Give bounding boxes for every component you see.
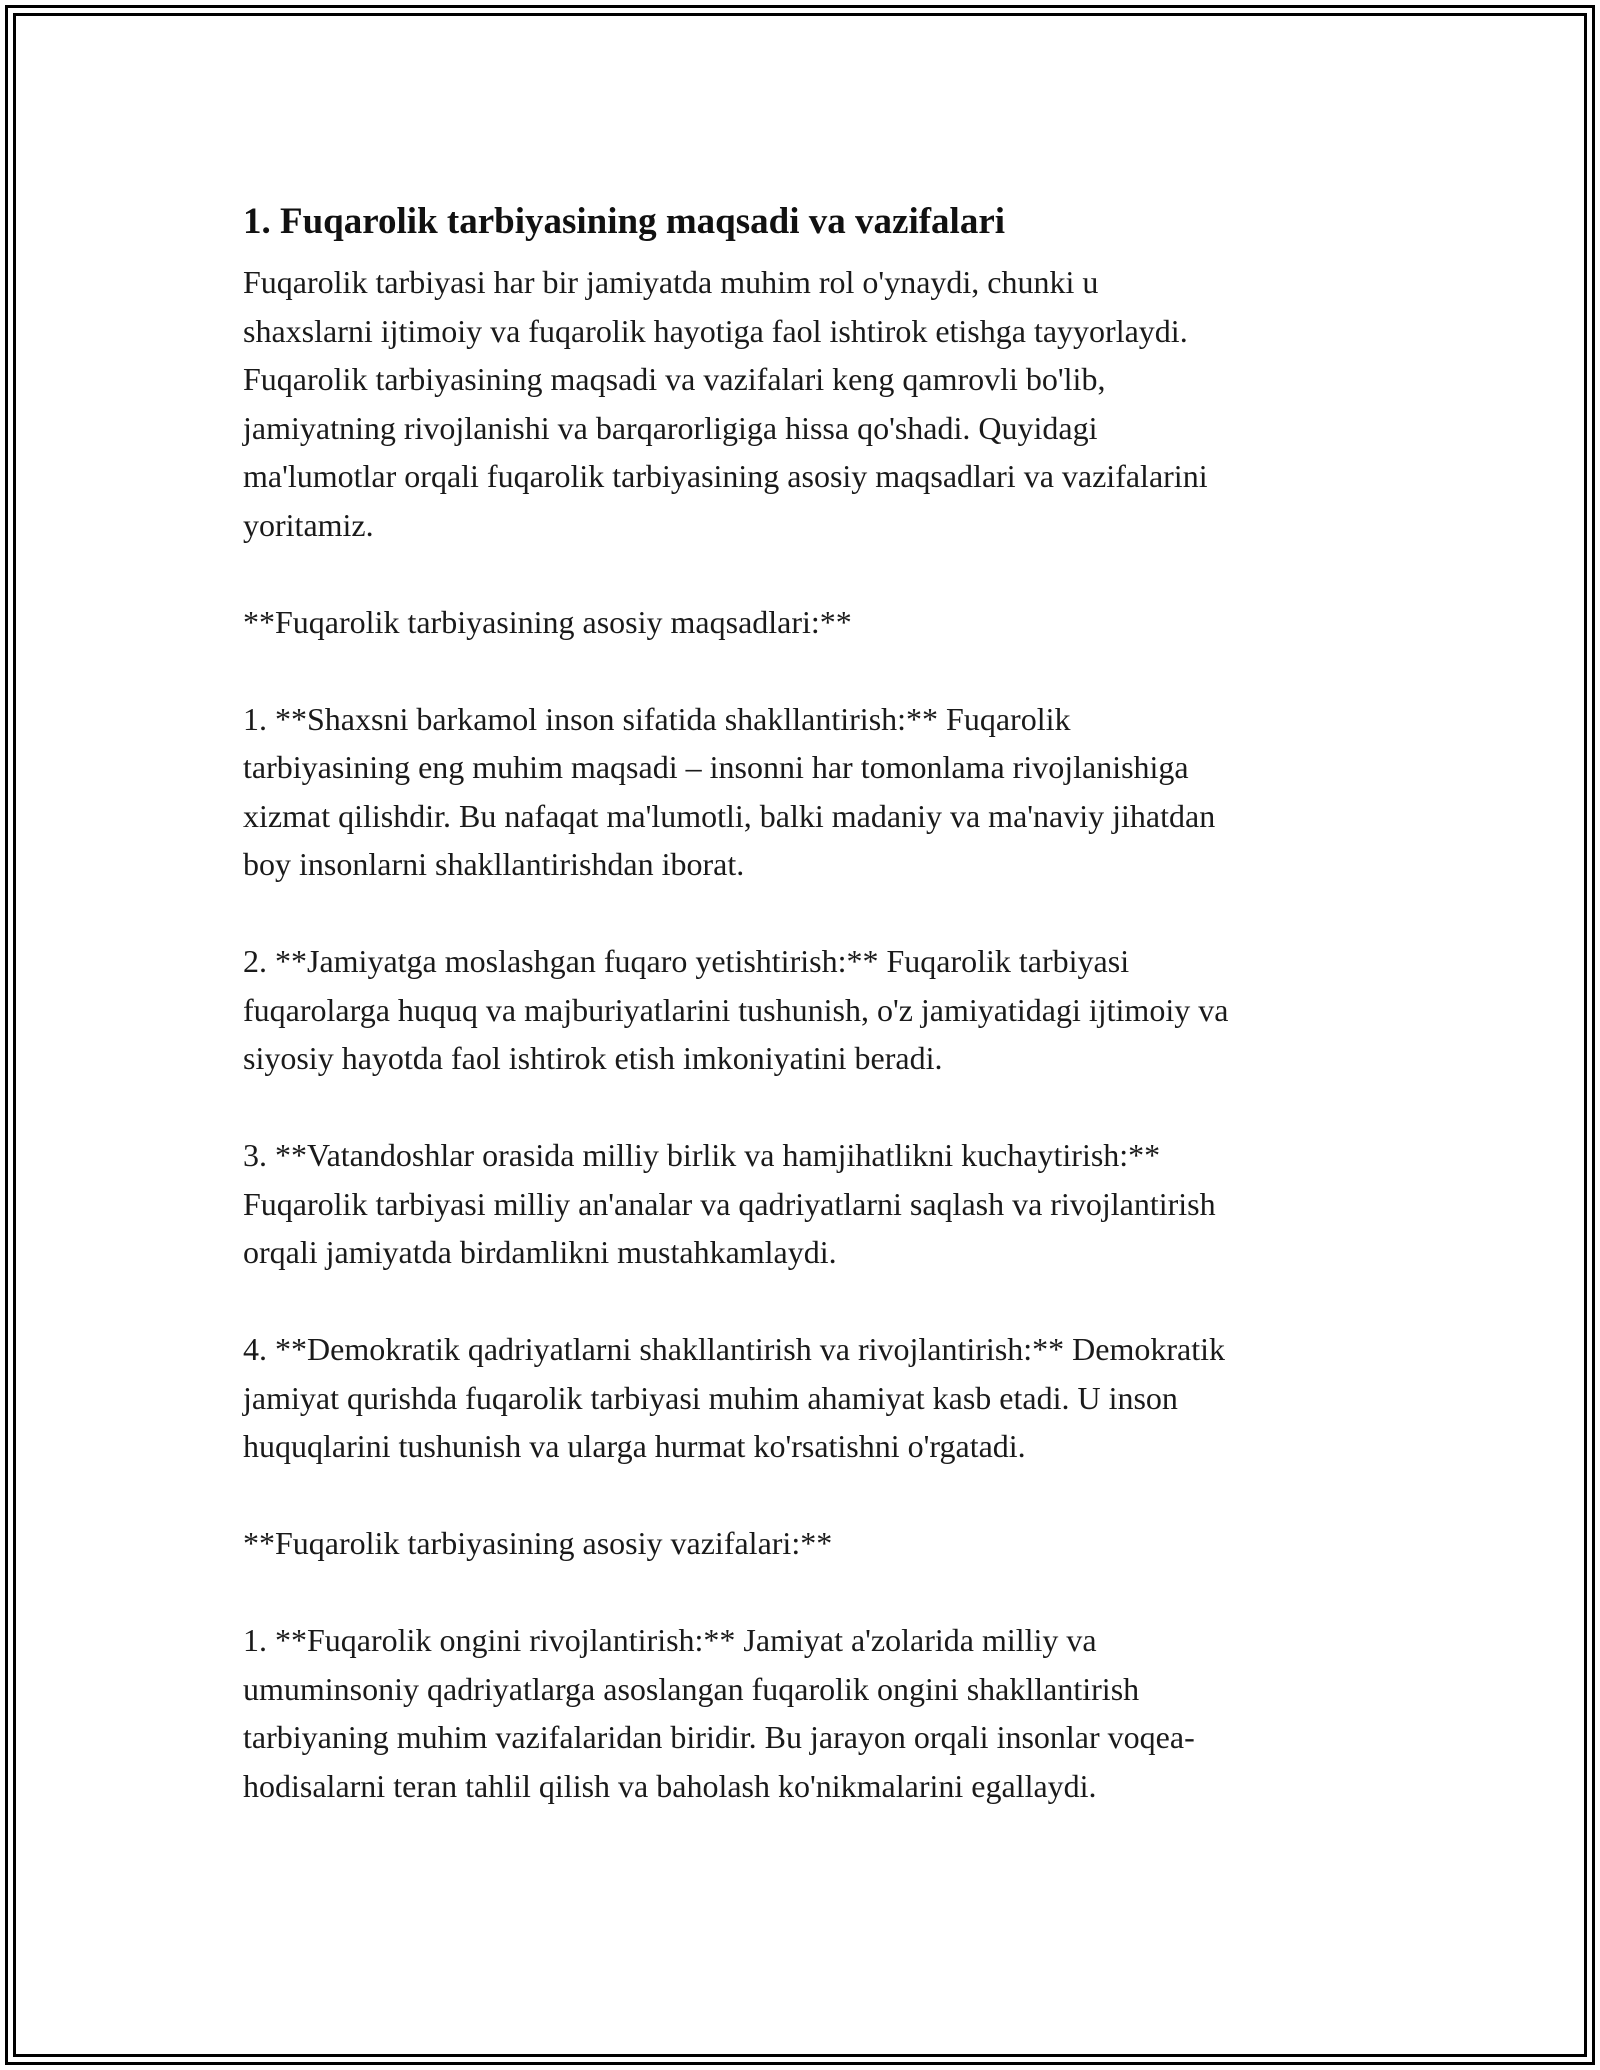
paragraph-line: huquqlarini tushunish va ularga hurmat ko'rsatishni o'rgatadi.	[243, 1428, 1026, 1464]
paragraph-line: umuminsoniy qadriyatlarga asoslangan fuqarolik ongini shakllantirish	[243, 1670, 1140, 1707]
paragraph-line: fuqarolarga huquq va majburiyatlarini tushunish, o'z jamiyatidagi ijtimoiy va	[243, 991, 1229, 1028]
paragraph-line: 3. **Vatandoshlar orasida milliy birlik va hamjihatlikni kuchaytirish:**	[243, 1137, 1161, 1173]
paragraph-line: boy insonlarni shakllantirishdan iborat.	[243, 846, 745, 882]
paragraph-line: orqali jamiyatda birdamlikni mustahkamlaydi.	[243, 1234, 837, 1270]
goal-item-3	[243, 1131, 1383, 1277]
goal-item-2	[243, 937, 1383, 1083]
paragraph-line: ma'lumotlar orqali fuqarolik tarbiyasining asosiy maqsadlari va vazifalarini	[243, 458, 1208, 494]
task-item-1	[243, 1616, 1383, 1810]
paragraph-line: tarbiyaning muhim vazifalaridan biridir. Bu jarayon orqali insonlar voqea-	[243, 1719, 1195, 1755]
paragraph-line: jamiyatning rivojlanishi va barqarorligiga hissa qo'shadi. Quyidagi	[243, 409, 1098, 446]
paragraph-line: Fuqarolik tarbiyasining maqsadi va vazifalari keng qamrovli bo'lib,	[243, 361, 1106, 397]
document-body	[243, 196, 1383, 1859]
goal-item-4	[243, 1325, 1383, 1471]
paragraph-line: 4. **Demokratik qadriyatlarni shakllantirish va rivojlantirish:** Demokratik	[243, 1331, 1225, 1367]
paragraph-line: tarbiyasining eng muhim maqsadi – insonni har tomonlama rivojlanishiga	[243, 749, 1189, 785]
paragraph-line: hodisalarni teran tahlil qilish va baholash ko'nikmalarini egallaydi.	[243, 1767, 1097, 1804]
paragraph-line: 1. **Fuqarolik ongini rivojlantirish:** Jamiyat a'zolarida milliy va	[243, 1622, 1097, 1658]
intro-paragraph	[243, 258, 1383, 549]
paragraph-line: xizmat qilishdir. Bu nafaqat ma'lumotli, balki madaniy va ma'naviy jihatdan	[243, 797, 1216, 834]
paragraph-line: **Fuqarolik tarbiyasining asosiy maqsadlari:**	[243, 603, 852, 640]
paragraph-line: Fuqarolik tarbiyasi milliy an'analar va qadriyatlarni saqlash va rivojlantirish	[243, 1185, 1216, 1222]
paragraph-line: yoritamiz.	[243, 506, 374, 543]
paragraph-line: Fuqarolik tarbiyasi har bir jamiyatda muhim rol o'ynaydi, chunki u	[243, 264, 1099, 300]
paragraph-line: 1. **Shaxsni barkamol inson sifatida shakllantirish:** Fuqarolik	[243, 700, 1071, 737]
goal-item-1	[243, 695, 1383, 889]
tasks-heading	[243, 1519, 1383, 1568]
document-title: 1. Fuqarolik tarbiyasining maqsadi va vazifalari	[243, 201, 1006, 242]
paragraph-line: 2. **Jamiyatga moslashgan fuqaro yetishtirish:** Fuqarolik tarbiyasi	[243, 943, 1130, 979]
page-frame	[5, 5, 1595, 2065]
paragraph-line: jamiyat qurishda fuqarolik tarbiyasi muhim ahamiyat kasb etadi. U inson	[243, 1379, 1178, 1416]
paragraph-line: siyosiy hayotda faol ishtirok etish imkoniyatini beradi.	[243, 1040, 943, 1076]
paragraph-line: shaxslarni ijtimoiy va fuqarolik hayotiga faol ishtirok etishga tayyorlaydi.	[243, 312, 1188, 349]
paragraph-line: **Fuqarolik tarbiyasining asosiy vazifalari:**	[243, 1525, 833, 1561]
goals-heading	[243, 598, 1383, 647]
